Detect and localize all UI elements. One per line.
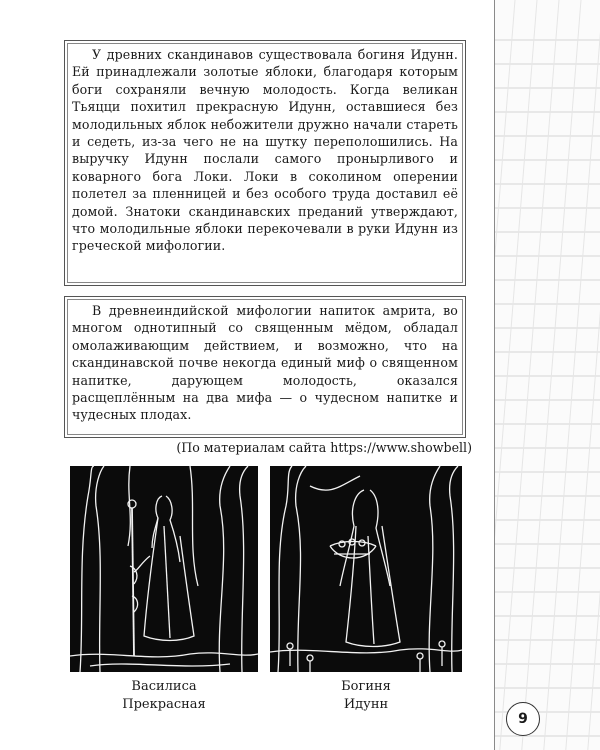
caption-vasilisa-line1: Василиса: [131, 679, 197, 694]
paragraph-amrita: В древнеиндийской мифологии напиток амрита, во многом однотипный со священным мёдом, обладал омолаживающим действием, и возможно, что на скандинавской почве некогда единый миф о священном напитке, дарующем молодость, оказался расщеплённым на два мифа — о чудесном напитке и чудесных плодах.: [72, 303, 458, 423]
ruled-margin: [494, 0, 600, 750]
text-box-idunn: [64, 40, 466, 286]
illustration-vasilisa: [70, 466, 258, 672]
caption-vasilisa: [74, 678, 254, 714]
page-number: 9: [506, 702, 540, 736]
caption-vasilisa-line2: Прекрасная: [122, 697, 206, 712]
text-box-amrita: [64, 296, 466, 438]
paragraph-idunn: У древних скандинавов существовала богиня Идунн. Ей принадлежали золотые яблоки, благодаря которым боги сохраняли вечную молодость. Когда великан Тьяцци похитил прекрасную Идунн, оставшиеся без молодильных яблок небожители дружно начали стареть и седеть, из-за чего не на шутку переполошились. На выручку Идунн послали самого пронырливого и коварного бога Локи. Локи в соколином оперении полетел за пленницей и без особого труда доставил её домой. Знатоки скандинавских преданий утверждают, что молодильные яблоки перекочевали в руки Идунн из греческой мифологии.: [72, 47, 458, 254]
caption-idunn-line2: Идунн: [343, 697, 389, 712]
illustration-idunn: [270, 466, 462, 672]
caption-idunn: [276, 678, 456, 714]
source-citation: (По материалам сайта https://www.showbell): [176, 440, 472, 455]
caption-idunn-line1: Богиня: [341, 679, 391, 694]
margin-rulings: [495, 0, 600, 750]
